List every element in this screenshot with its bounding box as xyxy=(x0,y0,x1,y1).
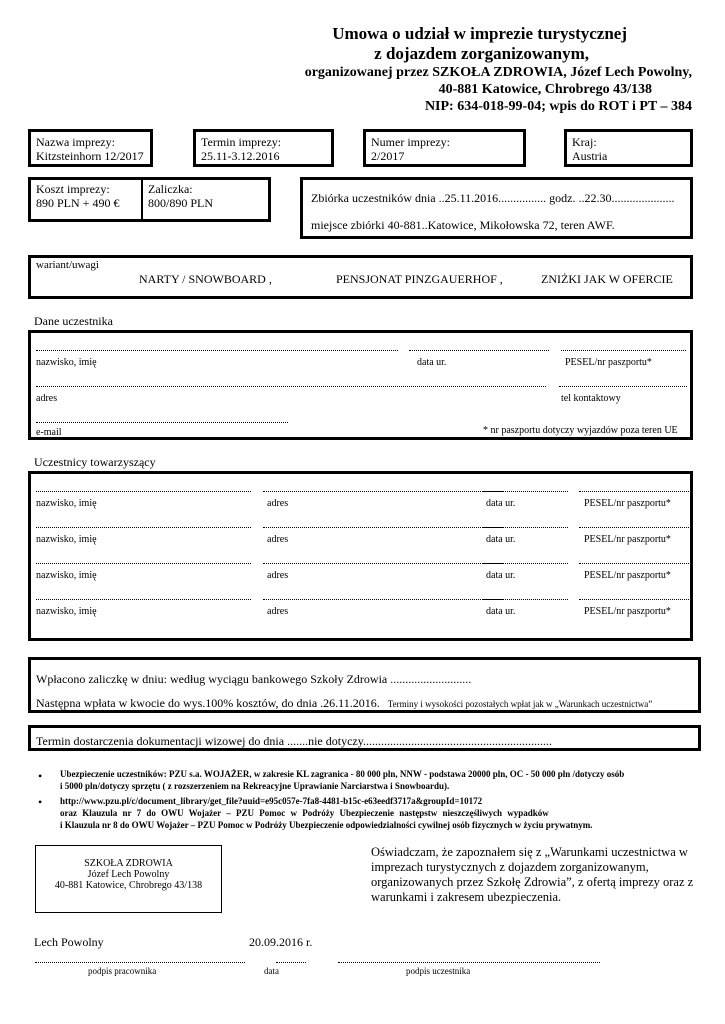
insurance-text-2b: oraz Klauzula nr 7 do OWU Wojażer – PZU Pomoc w Podróży Ubezpieczenie następstw nieszczęśliwych wypadków xyxy=(60,808,549,818)
participant-phone-label: tel kontaktowy xyxy=(561,393,621,404)
insurance-text-2c: i Klauzula nr 8 do OWU Wojażer – PZU Pomoc w Podróży Ubezpieczenie odpowiedzialności cywilnej osób fizycznych w życiu prywatnym. xyxy=(60,820,593,830)
companion-birth-field[interactable] xyxy=(483,527,568,528)
cost-divider xyxy=(141,177,143,222)
stamp-box xyxy=(35,845,222,913)
participant-signature-label: podpis uczestnika xyxy=(406,966,471,976)
event-country-value: Austria xyxy=(572,149,608,163)
companion-pesel-label: PESEL/nr paszportu* xyxy=(584,570,671,581)
documents-box[interactable] xyxy=(28,725,701,751)
documents-line: Termin dostarczenia dokumentacji wizowej do dnia .......nie dotyczy............................................................... xyxy=(36,734,552,748)
cost-box[interactable] xyxy=(28,177,271,222)
companion-address-label: adres xyxy=(267,606,289,617)
participant-phone-field[interactable] xyxy=(559,386,687,387)
companion-name-field[interactable] xyxy=(36,491,251,492)
companion-address-label: adres xyxy=(267,534,289,545)
meeting-line: Zbiórka uczestników dnia ..25.11.2016................ godz. ..22.30..................... xyxy=(311,191,675,205)
event-name-label: Nazwa imprezy: xyxy=(36,135,115,149)
stamp-line3: 40-881 Katowice, Chrobrego 43/138 xyxy=(54,880,203,891)
insurance-link[interactable]: http://www.pzu.pl/c/document_library/get_file?uuid=e95c057e-7fa8-4481-b15c-e63eedf3717a&groupId=10172 xyxy=(60,796,483,806)
companion-birth-label: data ur. xyxy=(486,570,516,581)
stamp-line2: Józef Lech Powolny xyxy=(87,869,170,880)
deposit-value: 800/890 PLN xyxy=(148,196,214,210)
stamp-line1: SZKOŁA ZDROWIA xyxy=(84,858,173,869)
companion-birth-label: data ur. xyxy=(486,534,516,545)
payment-box[interactable] xyxy=(28,657,701,713)
companion-address-label: adres xyxy=(267,570,289,581)
companion-birth-field[interactable] xyxy=(483,599,568,600)
variant-box[interactable] xyxy=(28,255,693,299)
companion-name-label: nazwisko, imię xyxy=(36,498,97,509)
variant-label: wariant/uwagi xyxy=(36,259,99,271)
event-number-value: 2/2017 xyxy=(371,149,405,163)
worker-signature-label: podpis pracownika xyxy=(88,966,157,976)
companion-pesel-field[interactable] xyxy=(579,599,691,600)
participant-pesel-label: PESEL/nr paszportu* xyxy=(565,357,652,368)
participant-name-field[interactable] xyxy=(36,350,398,351)
event-term-label: Termin imprezy: xyxy=(201,135,282,149)
companion-birth-field[interactable] xyxy=(483,563,568,564)
companion-address-field[interactable] xyxy=(263,491,503,492)
companion-row xyxy=(31,474,690,510)
companion-pesel-field[interactable] xyxy=(579,491,691,492)
event-country-label: Kraj: xyxy=(572,135,597,149)
event-term-box[interactable] xyxy=(193,129,334,167)
companions-box[interactable] xyxy=(28,471,693,641)
worker-signature-field[interactable] xyxy=(35,962,245,963)
participant-pesel-field[interactable] xyxy=(561,350,686,351)
participant-birth-label: data ur. xyxy=(417,357,447,368)
event-country-box[interactable] xyxy=(564,129,693,167)
participant-address-field[interactable] xyxy=(36,386,546,387)
declaration-text: Oświadczam, że zapoznałem się z „Warunkami uczestnictwa w imprezach turystycznych z dojazdem zorganizowanym, organizowanych przez Szkołę Zdrowia”, z ofertą imprezy oraz z warunkami i zakresem ubezpieczenia. xyxy=(371,845,694,904)
companion-pesel-field[interactable] xyxy=(579,563,691,564)
signature-date-value: 20.09.2016 r. xyxy=(249,935,313,949)
variant-item-pension: PENSJONAT PINZGAUERHOF , xyxy=(336,272,503,286)
participant-birth-field[interactable] xyxy=(409,350,549,351)
companions-section-label: Uczestnicy towarzyszący xyxy=(34,455,156,469)
companion-name-label: nazwisko, imię xyxy=(36,570,97,581)
header-organizer: organizowanej przez SZKOŁA ZDROWIA, Józef Lech Powolny, xyxy=(304,65,692,80)
companion-pesel-field[interactable] xyxy=(579,527,691,528)
companion-address-label: adres xyxy=(267,498,289,509)
companion-address-field[interactable] xyxy=(263,599,503,600)
companion-name-field[interactable] xyxy=(36,599,251,600)
bullet-icon: • xyxy=(38,795,43,809)
payment-terms-note: Terminy i wysokości pozostałych wpłat jak w „Warunkach uczestnictwa” xyxy=(387,699,653,709)
header xyxy=(192,24,692,116)
companion-name-field[interactable] xyxy=(36,563,251,564)
date-signature-label: data xyxy=(264,966,279,976)
variant-item-discount: ZNIŻKI JAK W OFERCIE xyxy=(541,272,673,286)
companion-birth-field[interactable] xyxy=(483,491,568,492)
companion-row xyxy=(31,510,690,546)
event-name-value: Kitzsteinhorn 12/2017 xyxy=(36,149,144,163)
participant-name-label: nazwisko, imię xyxy=(36,357,97,368)
companion-name-label: nazwisko, imię xyxy=(36,534,97,545)
participant-box[interactable] xyxy=(28,330,693,440)
bullet-icon: • xyxy=(38,769,43,783)
meeting-place: miejsce zbiórki 40-881..Katowice, Mikołowska 72, teren AWF. xyxy=(311,218,615,232)
participant-section-label: Dane uczestnika xyxy=(34,314,113,328)
insurance-text-1b: i 5000 pln/dotyczy sprzętu ( z rozszerzeniem na Rekreacyjne Uprawianie Narciarstwa i Snowboardu). xyxy=(60,781,450,791)
companion-birth-label: data ur. xyxy=(486,606,516,617)
payment-next-line xyxy=(36,694,652,712)
companion-name-label: nazwisko, imię xyxy=(36,606,97,617)
companion-row xyxy=(31,546,690,582)
event-number-label: Numer imprezy: xyxy=(371,135,450,149)
header-address: 40-881 Katowice, Chrobrego 43/138 xyxy=(438,82,652,97)
participant-email-field[interactable] xyxy=(36,422,288,423)
payment-next-text: Następna wpłata w kwocie do wys.100% kosztów, do dnia .26.11.2016. xyxy=(36,696,380,710)
companion-address-field[interactable] xyxy=(263,563,503,564)
companion-birth-label: data ur. xyxy=(486,498,516,509)
companion-pesel-label: PESEL/nr paszportu* xyxy=(584,534,671,545)
deposit-label: Zaliczka: xyxy=(148,182,193,196)
participant-email-label: e-mail xyxy=(36,427,62,438)
event-name-box[interactable] xyxy=(28,129,153,167)
companion-address-field[interactable] xyxy=(263,527,503,528)
participant-address-label: adres xyxy=(36,393,58,404)
companion-pesel-label: PESEL/nr paszportu* xyxy=(584,498,671,509)
companion-name-field[interactable] xyxy=(36,527,251,528)
variant-item-ski: NARTY / SNOWBOARD , xyxy=(139,272,272,286)
participant-signature-field[interactable] xyxy=(338,962,600,963)
payment-deposit-line: Wpłacono zaliczkę w dniu: według wyciągu bankowego Szkoły Zdrowia ........................... xyxy=(36,672,472,686)
date-signature-field[interactable] xyxy=(276,962,306,963)
cost-value: 890 PLN + 490 € xyxy=(36,196,120,210)
event-number-box[interactable] xyxy=(363,129,526,167)
worker-name: Lech Powolny xyxy=(34,935,104,949)
passport-note: * nr paszportu dotyczy wyjazdów poza teren UE xyxy=(483,425,678,436)
companion-row xyxy=(31,582,690,618)
header-title-line2: z dojazdem zorganizowanym, xyxy=(374,44,589,63)
insurance-text-1: Ubezpieczenie uczestników: PZU s.a. WOJAŻER, w zakresie KL zagranica - 80 000 pln, NNW - podstawa 20000 pln, OC - 50 000 pln /dotyczy osób xyxy=(60,769,625,779)
header-nip: NIP: 634-018-99-04; wpis do ROT i PT – 384 xyxy=(424,99,692,114)
meeting-box[interactable] xyxy=(300,177,693,239)
companion-pesel-label: PESEL/nr paszportu* xyxy=(584,606,671,617)
cost-label: Koszt imprezy: xyxy=(36,182,110,196)
event-term-value: 25.11-3.12.2016 xyxy=(201,149,280,163)
header-title-line1: Umowa o udział w imprezie turystycznej xyxy=(332,24,627,43)
